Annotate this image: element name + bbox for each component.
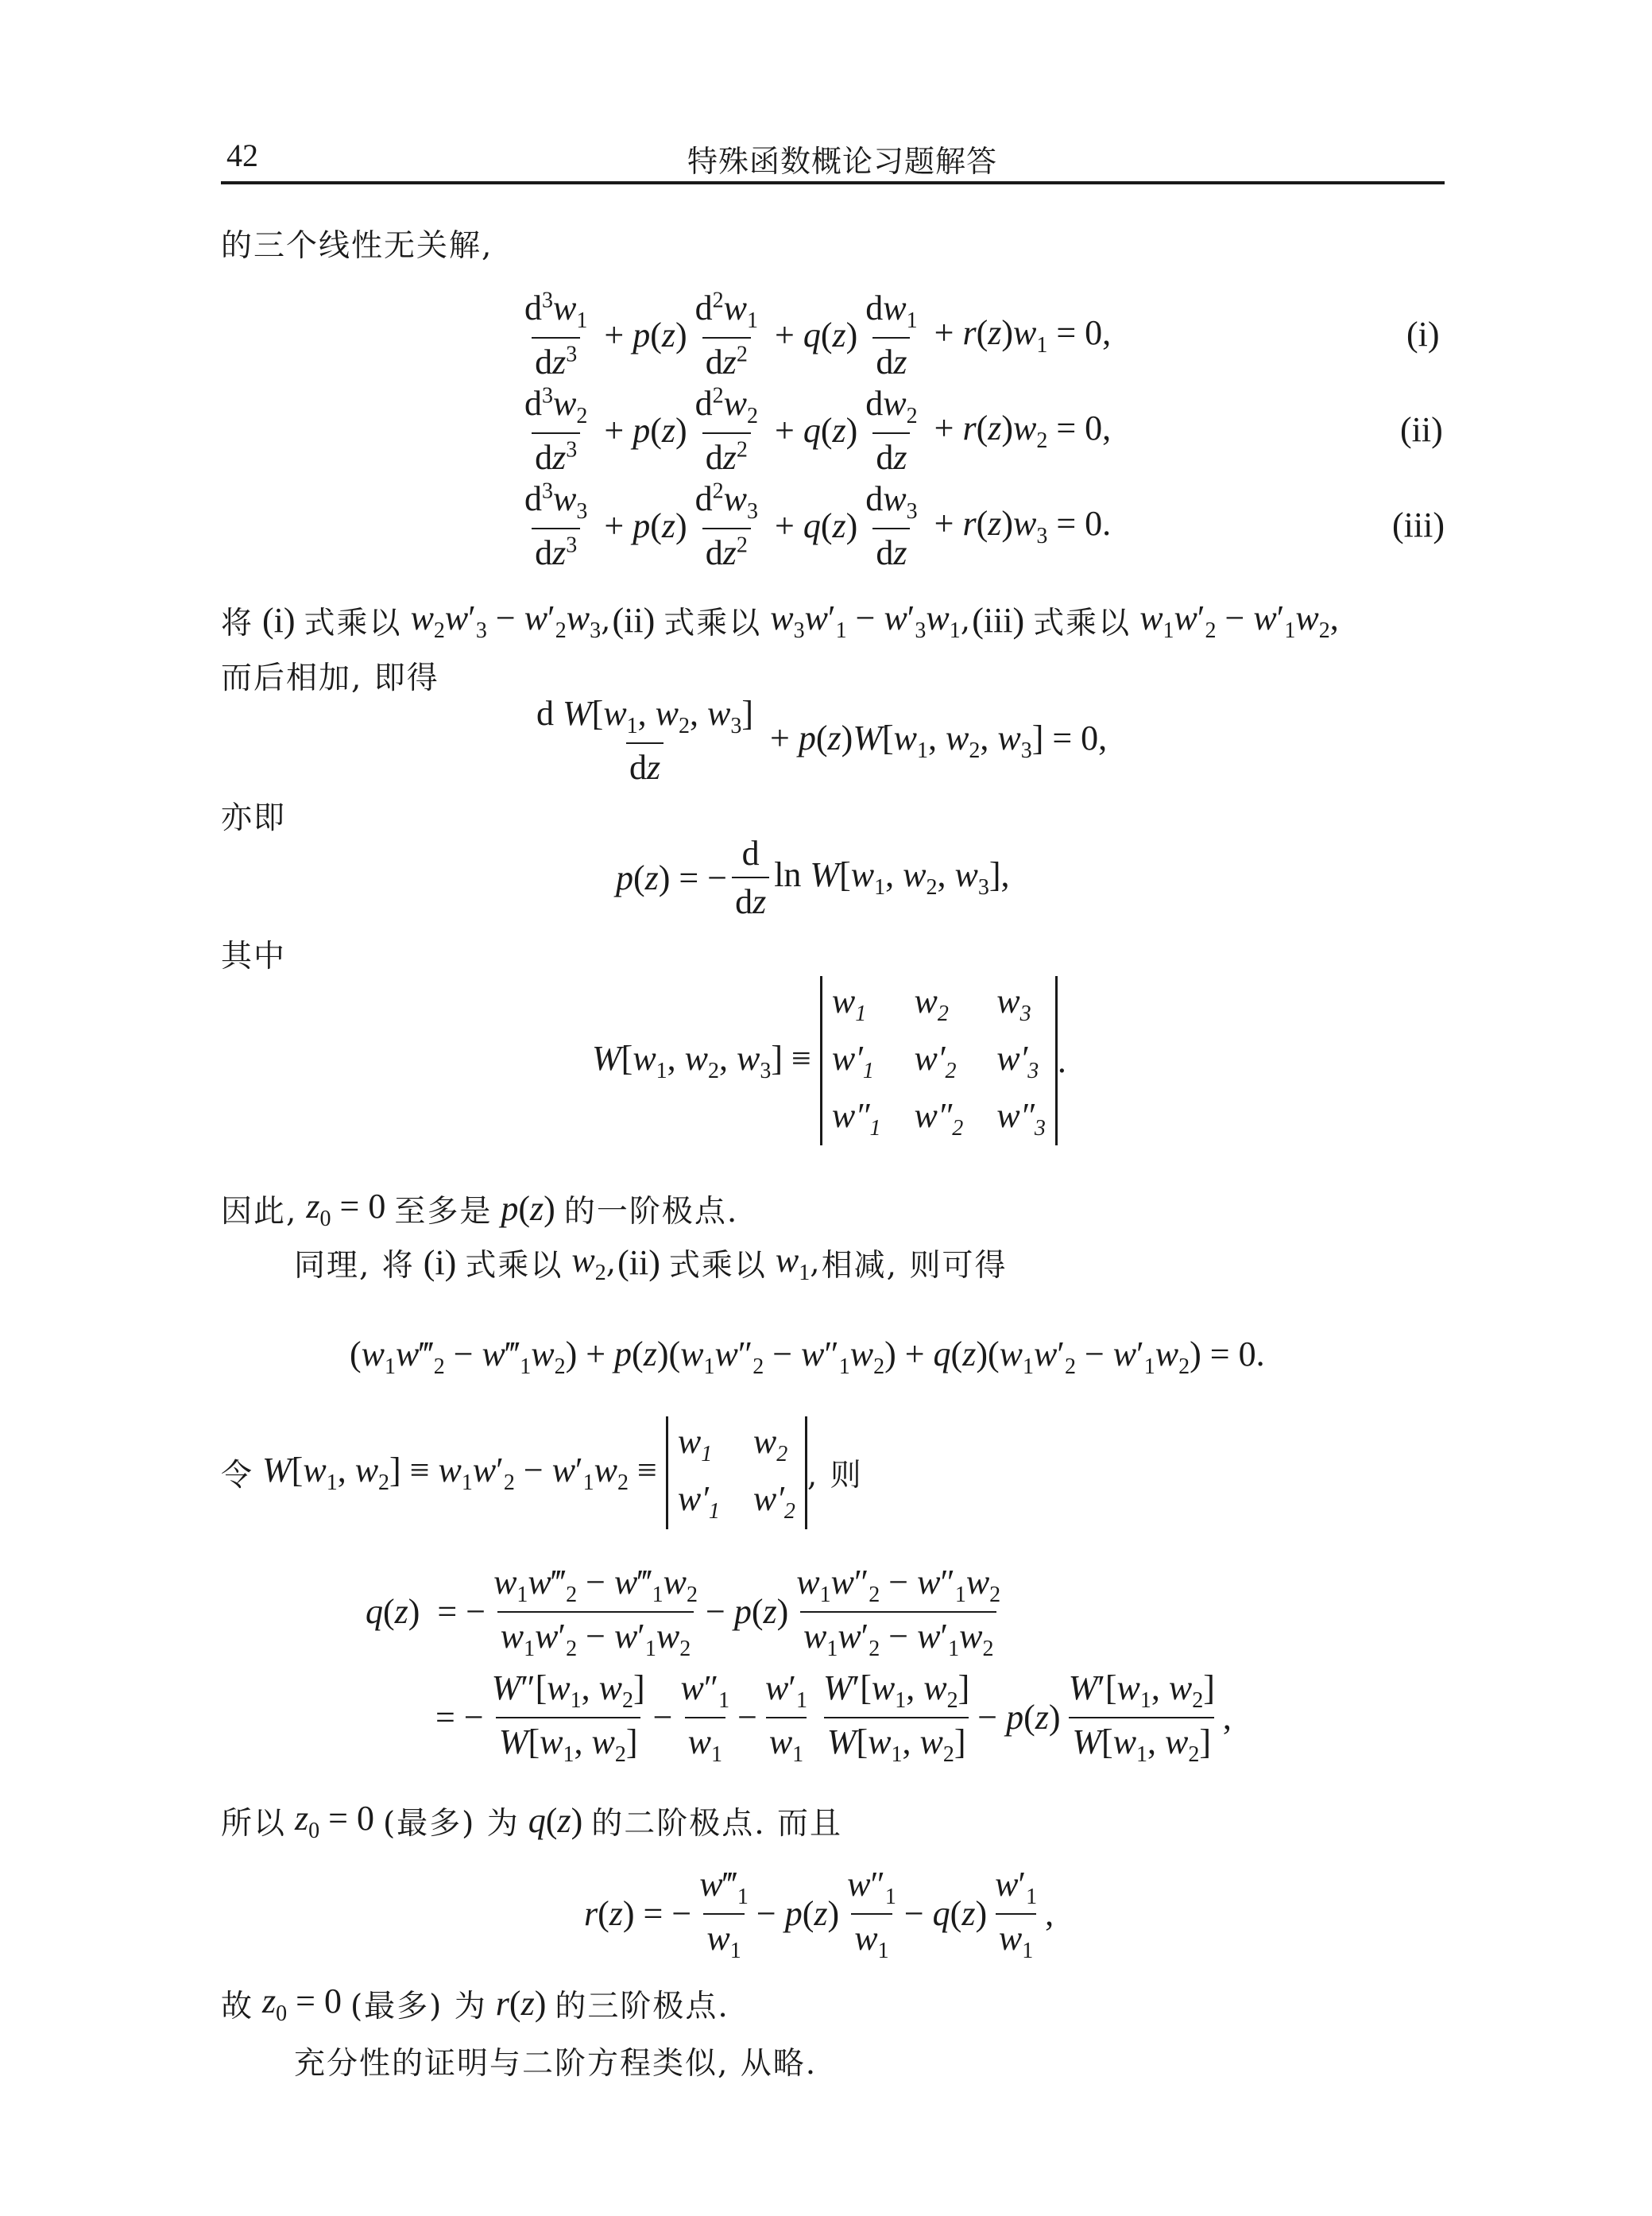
where-line: 其中 [221, 939, 287, 974]
header-rule [221, 181, 1445, 184]
wronskian-definition: $W[w_1$, $w_2$, $w_3$] ≡ $w_1$ $w_2$ $w_3$ $w'_1$ $w'_2$ $w'_3$ $w''_1$ $w''_2$ $w''_3$ . [592, 976, 1066, 1145]
equation-number-ii: (ii) [1400, 410, 1443, 449]
intro-line: 的三个线性无关解, [221, 228, 493, 264]
q-z-equation-line-1: q(z) = − $\frac{w_1w‴_2 - w‴_1w_2}{w_1w'_2 - w'_1w_2}$ − p(z) $\frac{w_1w''_2 - w''_1w_2}{w_1w'_2 - w'_1w_2}$ [366, 1563, 1001, 1661]
wronskian-derivative-equation: $\frac{d W[w_1, w_2, w_3]}{dz}$ + $p(z)W[w_1$, $w_2$, $w_3] = 0$, [536, 694, 1108, 787]
multiply-line: 将 (i) 式乘以 $w_2w'_3 - w'_2w_3$ , (ii) 式乘以 $w_3w'_1 - w'_3w_1$ , (iii) 式乘以 $w_1w'_2 - w'_1w_2$, [221, 599, 1339, 643]
therefore-line: 故 $z_0 = 0$ (最多) 为 r(z) 的三阶极点. [221, 1982, 729, 2026]
p-z-equation: p(z) = − $\frac{d}{dz}$ $\ln W[w_1$, $w_2$, $w_3$], [616, 834, 1010, 921]
equation-ii: $\frac{d^3w_2}{dz^3}$ + p(z) $\frac{d^2w_2}{dz^2}$ + q(z) $\frac{dw_2}{dz}$ + $r(z)w_2 = 0$, [524, 383, 1112, 477]
equation-number-iii: (iii) [1392, 506, 1445, 544]
page-number: 42 [226, 138, 258, 173]
q-z-equation-line-2: = − $\frac{W''[w_1, w_2]}{W[w_1, w_2]}$ − $\frac{w''_1}{w_1}$ − $\frac{w'_1}{w_1}$ $\frac{W'[w_1, w_2]}{W[w_1, w_2]}$ − p(z) $\frac{W'[w_1, w_2]}{W[w_1, w_2]}$ , [435, 1668, 1232, 1767]
equation-i: $\frac{d^3w_1}{dz^3}$ + p(z) $\frac{d^2w_1}{dz^2}$ + q(z) $\frac{dw_1}{dz}$ + $r(z)w_1 = 0$, [524, 288, 1112, 382]
r-z-equation: r(z) = − $\frac{w‴_1}{w_1}$ − p(z) $\frac{w''_1}{w_1}$ − q(z) $\frac{w'_1}{w_1}$ , [584, 1865, 1054, 1963]
equation-number-i: (i) [1406, 315, 1440, 354]
running-title: 特殊函数概论习题解答 [687, 144, 998, 179]
then-add-line: 而后相加, 即得 [221, 661, 439, 696]
let-line: 令 $W[w_1$, $w_2] \equiv w_1w'_2 - w'_1w_2$ ≡ $w_1$ $w_2$ $w'_1$ $w'_2$ , 则 [221, 1416, 863, 1529]
i-e-line: 亦即 [221, 800, 287, 836]
sufficiency-line: 充分性的证明与二阶方程类似, 从略. [294, 2046, 818, 2082]
similarly-line: 同理, 将 (i) 式乘以 $w_2$ , (ii) 式乘以 $w_1$ , 相减, 则可得 [294, 1241, 1008, 1285]
hence-line: 因此, $z_0 = 0$ 至多是 p(z) 的一阶极点. [221, 1187, 739, 1231]
equation-iii: $\frac{d^3w_3}{dz^3}$ + p(z) $\frac{d^2w_3}{dz^2}$ + q(z) $\frac{dw_3}{dz}$ + $r(z)w_3 = 0$. [524, 478, 1112, 572]
so-line: 所以 $z_0 = 0$ (最多) 为 q(z) 的二阶极点. 而且 [221, 1799, 843, 1843]
second-order-combination-equation: ($w_1w‴_2$ − $w‴_1w_2) + p(z)(w_1w''_2 - w''_1w_2) + q(z)(w_1w'_2 - w'_1w_2) = 0$. [350, 1335, 1265, 1379]
